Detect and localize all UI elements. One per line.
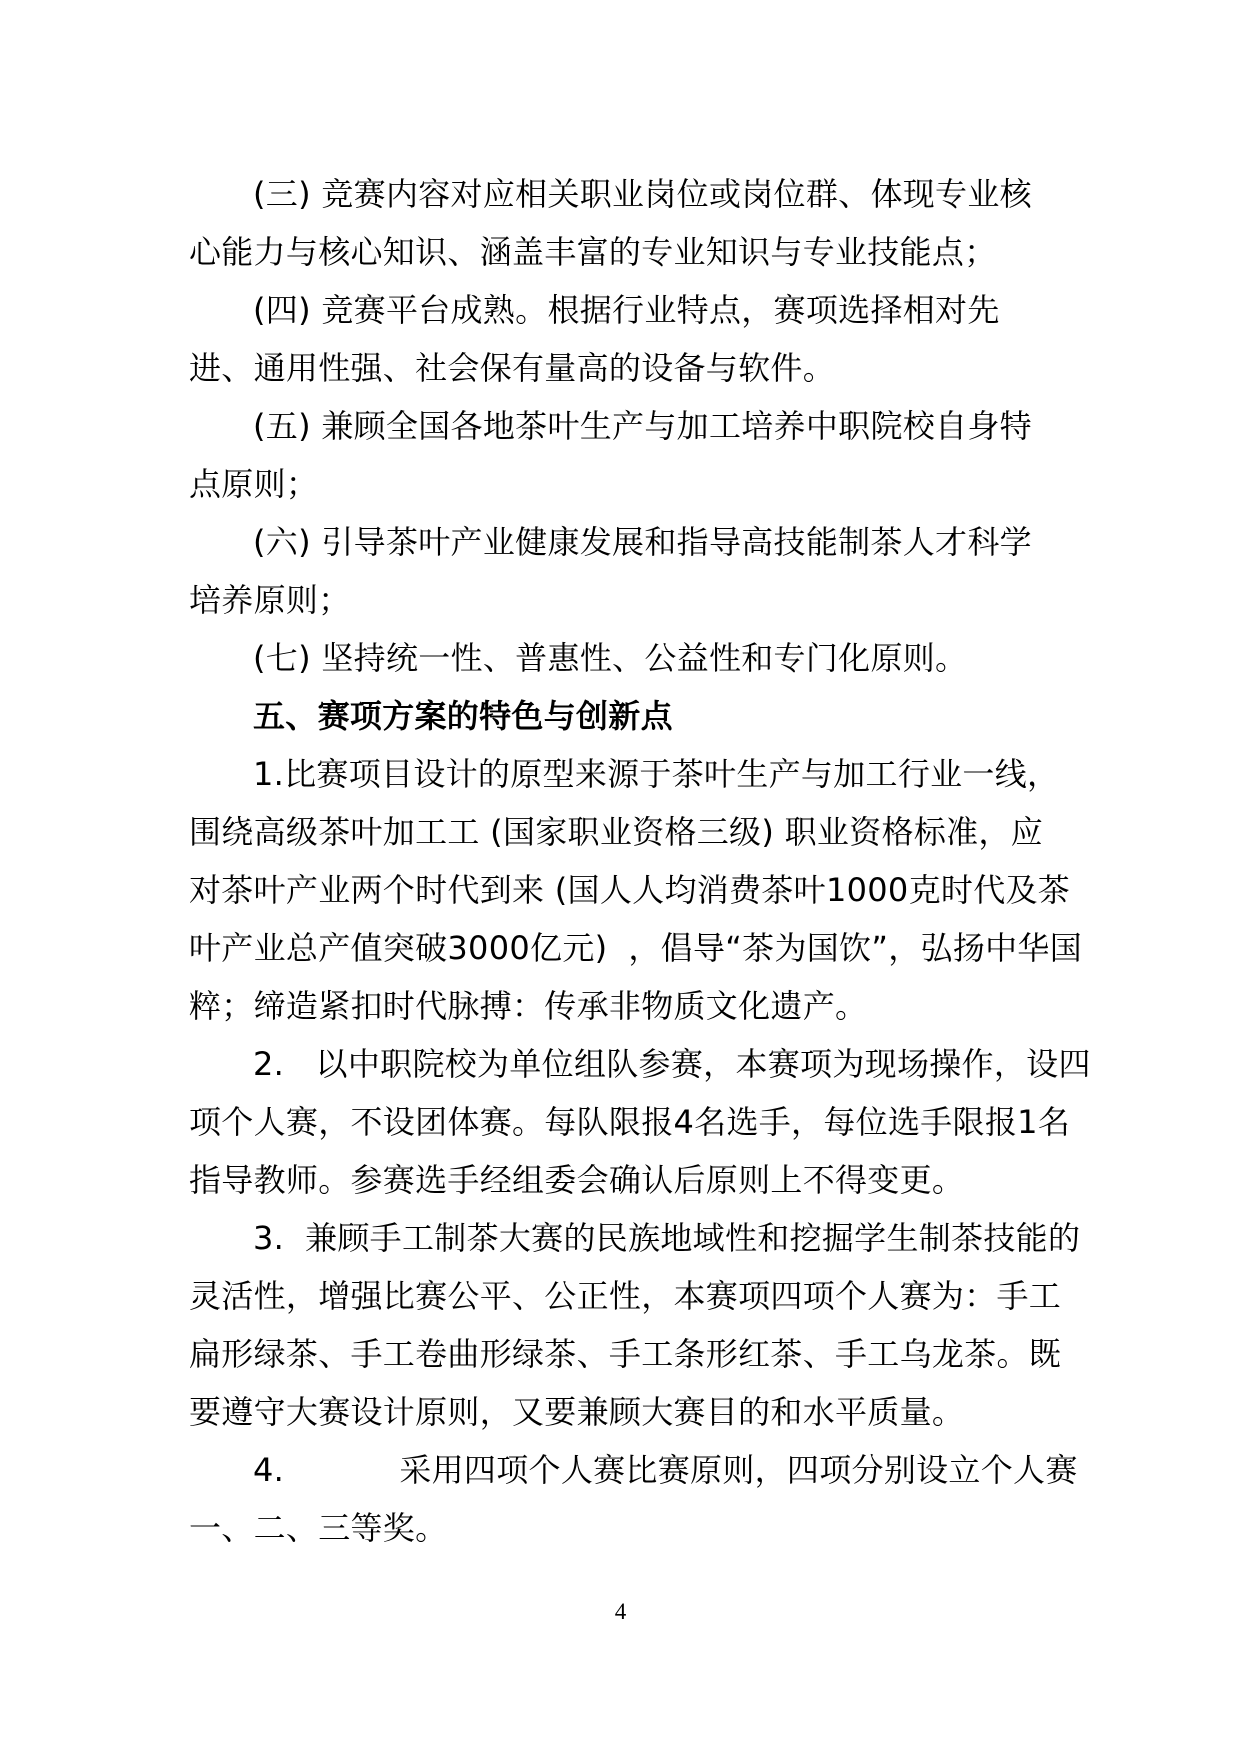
text-line: 一、二、三等奖。 (189, 1509, 448, 1547)
paragraph (189, 397, 1069, 513)
paragraph (189, 629, 1069, 687)
text-line: 要遵守大赛设计原则，又要兼顾大赛目的和水平质量。 (189, 1393, 965, 1431)
text-line: 4. 采用四项个人赛比赛原则，四项分别设立个人赛 (253, 1451, 1078, 1489)
text-line: 心能力与核心知识、涵盖丰富的专业知识与专业技能点； (189, 233, 997, 271)
paragraph (189, 1209, 1081, 1441)
text-line: 2. 以中职院校为单位组队参赛，本赛项为现场操作，设四 (253, 1045, 1091, 1083)
text-line: 叶产业总产值突破3000亿元) ，倡导“茶为国饮”，弘扬中华国 (189, 929, 1083, 967)
paragraph (189, 281, 1069, 397)
page-number: 4 (614, 1599, 627, 1624)
text-line: (五) 兼顾全国各地茶叶生产与加工培养中职院校自身特 (253, 407, 1032, 445)
text-line: (四) 竞赛平台成熟。根据行业特点，赛项选择相对先 (253, 291, 1000, 329)
paragraph (189, 513, 1069, 629)
text-line: 项个人赛，不设团体赛。每队限报4名选手，每位选手限报1名 (189, 1103, 1071, 1141)
text-line: 培养原则； (189, 581, 351, 619)
text-line: 粹；缔造紧扣时代脉搏：传承非物质文化遗产。 (189, 987, 868, 1025)
text-line: 点原则； (189, 465, 319, 503)
paragraph (189, 745, 1083, 1035)
paragraph (189, 165, 1069, 281)
text-line: 五、赛项方案的特色与创新点 (253, 697, 673, 735)
text-line: 围绕高级茶叶加工工 (国家职业资格三级) 职业资格标准，应 (189, 813, 1044, 851)
text-line: 对茶叶产业两个时代到来 (国人人均消费茶叶1000克时代及茶 (189, 871, 1071, 909)
text-line: 1.比赛项目设计的原型来源于茶叶生产与加工行业一线， (253, 755, 1060, 793)
paragraph (189, 1035, 1091, 1209)
text-line: 进、通用性强、社会保有量高的设备与软件。 (189, 349, 836, 387)
paragraph (189, 1441, 1078, 1557)
text-line: (七) 坚持统一性、普惠性、公益性和专门化原则。 (253, 639, 968, 677)
text-line: (三) 竞赛内容对应相关职业岗位或岗位群、体现专业核 (253, 175, 1032, 213)
document-body (189, 165, 1091, 1557)
text-line: 扁形绿茶、手工卷曲形绿茶、手工条形红茶、手工乌龙茶。既 (189, 1335, 1062, 1373)
text-line: (六) 引导茶叶产业健康发展和指导高技能制茶人才科学 (253, 523, 1032, 561)
text-line: 3. 兼顾手工制茶大赛的民族地域性和挖掘学生制茶技能的 (253, 1219, 1081, 1257)
text-line: 灵活性，增强比赛公平、公正性，本赛项四项个人赛为：手工 (189, 1277, 1062, 1315)
section-heading (189, 687, 1069, 745)
text-line: 指导教师。参赛选手经组委会确认后原则上不得变更。 (189, 1161, 965, 1199)
